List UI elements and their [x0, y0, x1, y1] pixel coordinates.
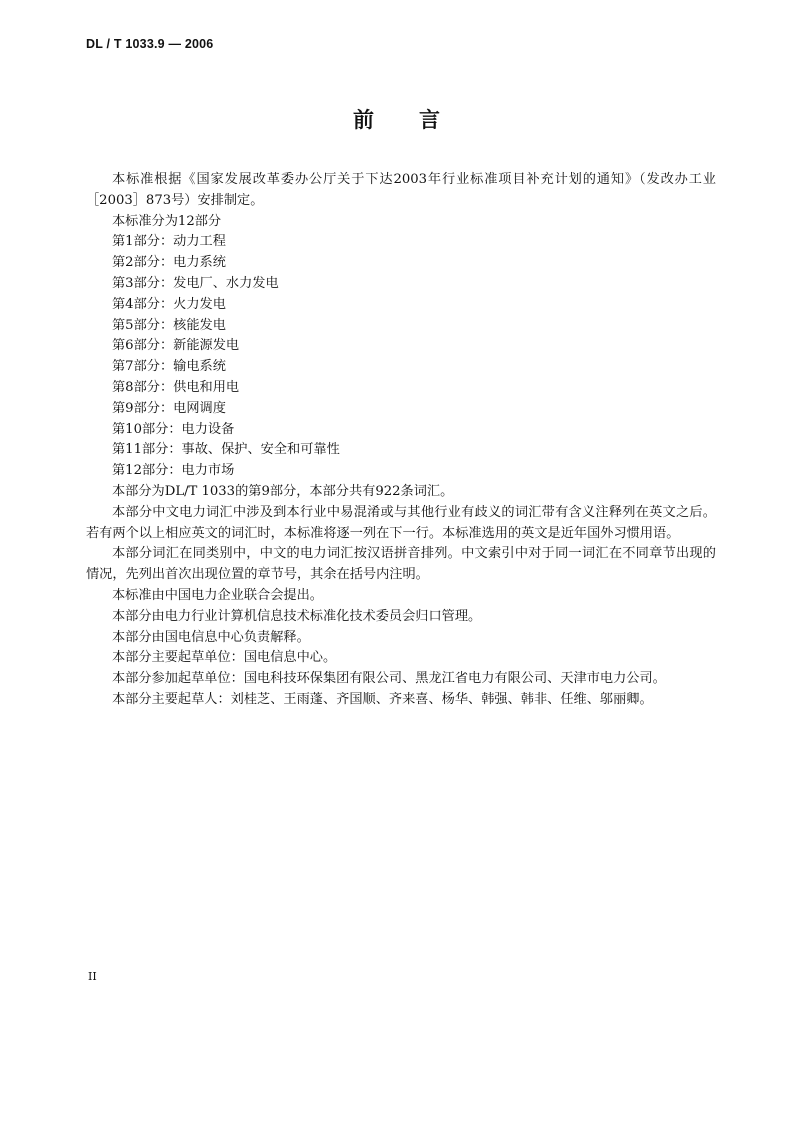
part-list-item: 第3部分：发电厂、水力发电: [112, 275, 279, 291]
part-list-item: 第4部分：火力发电: [112, 296, 226, 312]
document-code: DL / T 1033.9 — 2006: [86, 37, 214, 51]
page-number: II: [88, 970, 97, 983]
paragraph: 本部分主要起草人：刘桂芝、王雨蓬、齐国顺、齐来喜、杨华、韩强、韩非、任维、邬丽卿。: [112, 691, 653, 707]
foreword-body: [86, 170, 716, 711]
part-list-item: 第10部分：电力设备: [112, 421, 235, 437]
paragraph: 本标准由中国电力企业联合会提出。: [112, 587, 323, 603]
paragraph: 本部分参加起草单位：国电科技环保集团有限公司、黑龙江省电力有限公司、天津市电力公司。: [112, 671, 666, 687]
paragraph: 本标准分为12部分: [112, 213, 222, 229]
part-list-item: 第6部分：新能源发电: [112, 338, 240, 354]
part-list-item: 第8部分：供电和用电: [112, 379, 240, 395]
part-list-item: 第11部分：事故、保护、安全和可靠性: [112, 442, 340, 458]
title-char-2: 言: [419, 108, 441, 132]
part-list-item: 第9部分：电网调度: [112, 400, 226, 416]
paragraph: 本部分中文电力词汇中涉及到本行业中易混淆或与其他行业有歧义的词汇带有含义注释列在英文之后。若有两个以上相应英文的词汇时，本标准将逐一列在下一行。本标准选用的英文是近年国外习惯用语。: [86, 504, 716, 541]
paragraph: 本部分由国电信息中心负责解释。: [112, 629, 310, 645]
page-title: [0, 104, 794, 134]
part-list-item: 第7部分：输电系统: [112, 359, 226, 375]
title-char-1: 前: [353, 108, 375, 132]
part-list-item: 第2部分：电力系统: [112, 255, 226, 271]
paragraph: 本标准根据《国家发展改革委办公厅关于下达2003年行业标准项目补充计划的通知》（发改办工业［2003］873号）安排制定。: [86, 172, 716, 208]
part-list-item: 第1部分：动力工程: [112, 234, 226, 250]
paragraph: 本部分由电力行业计算机信息技术标准化技术委员会归口管理。: [112, 608, 482, 624]
part-list-item: 第5部分：核能发电: [112, 317, 226, 333]
paragraph: 本部分为DL/T 1033的第9部分，本部分共有922条词汇。: [112, 483, 454, 499]
part-list-item: 第12部分：电力市场: [112, 463, 235, 479]
paragraph: 本部分词汇在同类别中，中文的电力词汇按汉语拼音排列。中文索引中对于同一词汇在不同章节出现的情况，先列出首次出现位置的章节号，其余在括号内注明。: [86, 546, 716, 583]
paragraph: 本部分主要起草单位：国电信息中心。: [112, 650, 337, 666]
